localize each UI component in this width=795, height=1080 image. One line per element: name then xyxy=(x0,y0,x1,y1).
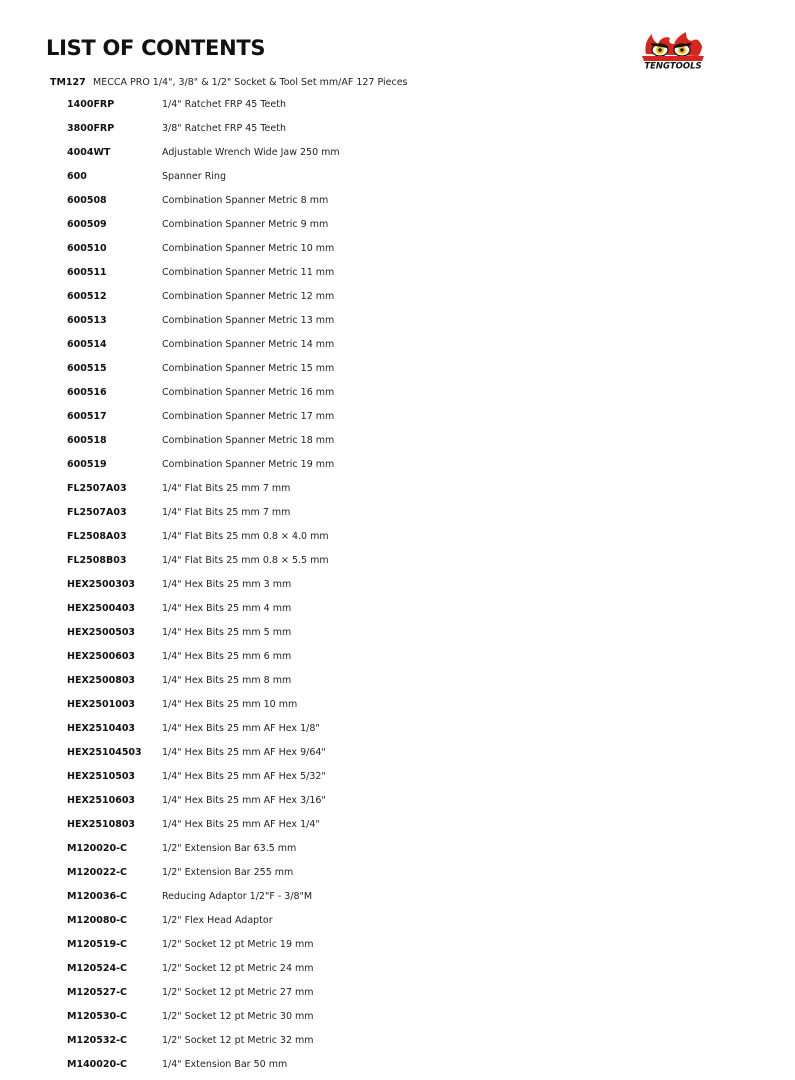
list-item xyxy=(0,168,600,192)
list-item xyxy=(0,984,600,1008)
list-item xyxy=(0,1032,600,1056)
item-description: Combination Spanner Metric 11 mm xyxy=(162,267,335,278)
item-description: 1/2" Flex Head Adaptor xyxy=(162,915,273,926)
tengtools-logo xyxy=(640,30,706,70)
item-code: M120020-C xyxy=(67,843,128,854)
item-description: Combination Spanner Metric 14 mm xyxy=(162,339,335,350)
set-description: MECCA PRO 1/4", 3/8" & 1/2" Socket & Tool Set mm/AF 127 Pieces xyxy=(93,77,408,88)
item-code: 600518 xyxy=(67,435,107,446)
list-item xyxy=(0,720,600,744)
list-item xyxy=(0,768,600,792)
list-item xyxy=(0,480,600,504)
list-item xyxy=(0,456,600,480)
set-header xyxy=(50,76,408,90)
item-code: 600511 xyxy=(67,267,107,278)
list-item xyxy=(0,648,600,672)
list-item xyxy=(0,264,600,288)
item-description: 1/4" Hex Bits 25 mm 6 mm xyxy=(162,651,292,662)
list-item xyxy=(0,312,600,336)
list-item xyxy=(0,1056,600,1080)
item-code: M120532-C xyxy=(67,1035,128,1046)
item-description: 1/4" Flat Bits 25 mm 0.8 × 4.0 mm xyxy=(162,531,329,542)
item-code: 600509 xyxy=(67,219,107,230)
list-item xyxy=(0,360,600,384)
item-code: HEX2500503 xyxy=(67,627,136,638)
item-description: Adjustable Wrench Wide Jaw 250 mm xyxy=(162,147,340,158)
item-description: 3/8" Ratchet FRP 45 Teeth xyxy=(162,123,286,134)
item-code: HEX2510403 xyxy=(67,723,136,734)
item-description: 1/4" Hex Bits 25 mm AF Hex 5/32" xyxy=(162,771,326,782)
item-code: HEX2500303 xyxy=(67,579,136,590)
item-code: 600 xyxy=(67,171,87,182)
list-item xyxy=(0,240,600,264)
item-description: Combination Spanner Metric 15 mm xyxy=(162,363,335,374)
item-code: M120519-C xyxy=(67,939,128,950)
item-description: 1/2" Socket 12 pt Metric 32 mm xyxy=(162,1035,314,1046)
item-code: 3800FRP xyxy=(67,123,115,134)
item-description: Combination Spanner Metric 10 mm xyxy=(162,243,335,254)
item-code: 600513 xyxy=(67,315,107,326)
item-description: 1/4" Hex Bits 25 mm AF Hex 3/16" xyxy=(162,795,326,806)
item-description: Combination Spanner Metric 13 mm xyxy=(162,315,335,326)
item-code: M120036-C xyxy=(67,891,128,902)
item-code: 600515 xyxy=(67,363,107,374)
item-description: 1/2" Socket 12 pt Metric 30 mm xyxy=(162,1011,314,1022)
item-code: HEX2510803 xyxy=(67,819,136,830)
item-description: 1/4" Flat Bits 25 mm 7 mm xyxy=(162,507,291,518)
item-code: 4004WT xyxy=(67,147,111,158)
item-description: 1/4" Hex Bits 25 mm AF Hex 1/4" xyxy=(162,819,320,830)
list-item xyxy=(0,744,600,768)
item-code: 600519 xyxy=(67,459,107,470)
item-description: Spanner Ring xyxy=(162,171,226,182)
item-description: 1/4" Hex Bits 25 mm 8 mm xyxy=(162,675,292,686)
item-description: 1/2" Socket 12 pt Metric 24 mm xyxy=(162,963,314,974)
item-code: HEX25104503 xyxy=(67,747,142,758)
item-code: HEX2501003 xyxy=(67,699,136,710)
list-item xyxy=(0,816,600,840)
item-code: FL2507A03 xyxy=(67,507,127,518)
item-code: HEX2510603 xyxy=(67,795,136,806)
item-description: 1/4" Extension Bar 50 mm xyxy=(162,1059,288,1070)
list-item xyxy=(0,120,600,144)
item-code: M120524-C xyxy=(67,963,128,974)
list-item xyxy=(0,144,600,168)
item-code: M120022-C xyxy=(67,867,128,878)
item-description: 1/2" Extension Bar 255 mm xyxy=(162,867,294,878)
list-item xyxy=(0,624,600,648)
item-code: 600517 xyxy=(67,411,107,422)
item-description: 1/4" Hex Bits 25 mm 4 mm xyxy=(162,603,292,614)
list-item xyxy=(0,504,600,528)
item-description: Combination Spanner Metric 8 mm xyxy=(162,195,329,206)
list-item xyxy=(0,552,600,576)
item-code: 600516 xyxy=(67,387,107,398)
list-item xyxy=(0,888,600,912)
list-item xyxy=(0,408,600,432)
list-item xyxy=(0,384,600,408)
item-code: 600510 xyxy=(67,243,107,254)
item-code: FL2507A03 xyxy=(67,483,127,494)
item-description: 1/4" Hex Bits 25 mm AF Hex 9/64" xyxy=(162,747,326,758)
list-item xyxy=(0,696,600,720)
list-item xyxy=(0,192,600,216)
item-code: 1400FRP xyxy=(67,99,115,110)
item-code: FL2508B03 xyxy=(67,555,127,566)
item-description: 1/4" Flat Bits 25 mm 0.8 × 5.5 mm xyxy=(162,555,329,566)
list-item xyxy=(0,96,600,120)
item-description: Combination Spanner Metric 19 mm xyxy=(162,459,335,470)
item-code: M120527-C xyxy=(67,987,128,998)
item-description: 1/4" Hex Bits 25 mm 3 mm xyxy=(162,579,292,590)
logo-wordmark: TENGTOOLS xyxy=(644,61,702,70)
list-item xyxy=(0,912,600,936)
list-item xyxy=(0,960,600,984)
list-item xyxy=(0,792,600,816)
item-code: 600514 xyxy=(67,339,107,350)
list-item xyxy=(0,600,600,624)
item-description: 1/2" Socket 12 pt Metric 27 mm xyxy=(162,987,314,998)
item-description: Combination Spanner Metric 18 mm xyxy=(162,435,335,446)
tengtools-logo-icon xyxy=(640,30,706,70)
list-item xyxy=(0,840,600,864)
list-item xyxy=(0,1008,600,1032)
list-item xyxy=(0,336,600,360)
item-description: 1/2" Extension Bar 63.5 mm xyxy=(162,843,297,854)
item-code: 600512 xyxy=(67,291,107,302)
item-description: 1/2" Socket 12 pt Metric 19 mm xyxy=(162,939,314,950)
item-description: Reducing Adaptor 1/2"F - 3/8"M xyxy=(162,891,313,902)
list-item xyxy=(0,432,600,456)
list-item xyxy=(0,936,600,960)
item-description: 1/4" Hex Bits 25 mm AF Hex 1/8" xyxy=(162,723,320,734)
item-description: Combination Spanner Metric 9 mm xyxy=(162,219,329,230)
item-code: 600508 xyxy=(67,195,107,206)
item-description: 1/4" Hex Bits 25 mm 10 mm xyxy=(162,699,298,710)
item-code: M120530-C xyxy=(67,1011,128,1022)
list-item xyxy=(0,288,600,312)
item-code: HEX2500403 xyxy=(67,603,136,614)
item-description: Combination Spanner Metric 17 mm xyxy=(162,411,335,422)
list-item xyxy=(0,528,600,552)
item-code: HEX2510503 xyxy=(67,771,136,782)
item-description: 1/4" Flat Bits 25 mm 7 mm xyxy=(162,483,291,494)
list-item xyxy=(0,672,600,696)
item-description: 1/4" Ratchet FRP 45 Teeth xyxy=(162,99,286,110)
list-item xyxy=(0,576,600,600)
item-description: 1/4" Hex Bits 25 mm 5 mm xyxy=(162,627,292,638)
item-code: HEX2500603 xyxy=(67,651,136,662)
item-code: M120080-C xyxy=(67,915,128,926)
page-title: LIST OF CONTENTS xyxy=(46,36,266,60)
list-item xyxy=(0,216,600,240)
item-description: Combination Spanner Metric 16 mm xyxy=(162,387,335,398)
item-code: M140020-C xyxy=(67,1059,128,1070)
contents-list xyxy=(0,96,600,1080)
list-item xyxy=(0,864,600,888)
item-code: FL2508A03 xyxy=(67,531,127,542)
set-code: TM127 xyxy=(50,77,86,88)
item-description: Combination Spanner Metric 12 mm xyxy=(162,291,335,302)
item-code: HEX2500803 xyxy=(67,675,136,686)
